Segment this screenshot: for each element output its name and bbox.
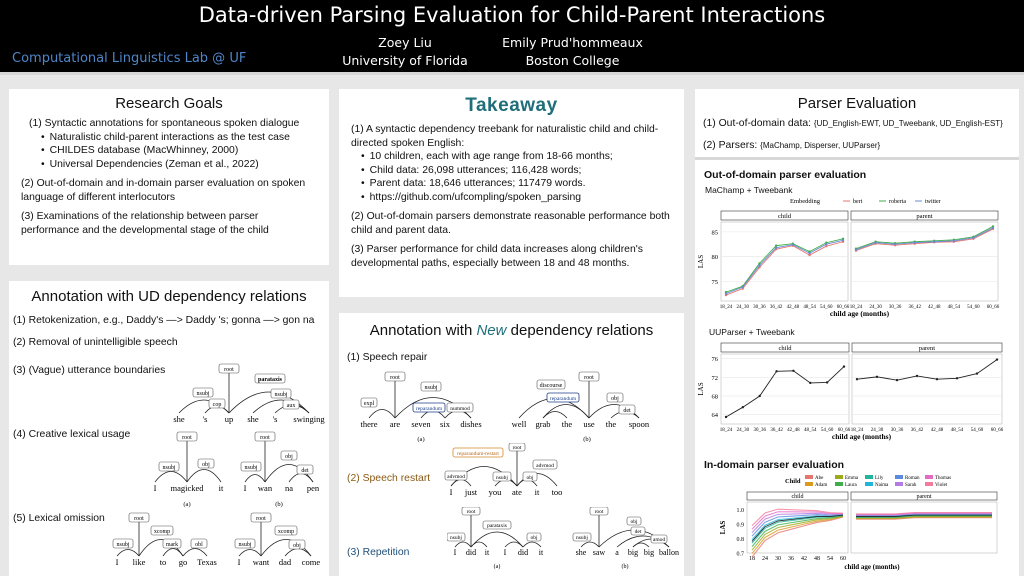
legend-label: roberta <box>889 199 906 205</box>
title-part: Annotation with <box>369 322 477 339</box>
data-point <box>855 248 857 250</box>
facet-panel <box>721 354 849 424</box>
research-goals-panel <box>9 89 329 265</box>
takeaway-3: (3) Parser performance for child data increases along children's developmental paths, especially between 18 and 48 months. <box>351 244 643 269</box>
y-tick-label: 72 <box>711 374 718 382</box>
tree-word: Texas <box>197 557 217 567</box>
tree-word: ballon <box>659 548 679 557</box>
research-goals-title: Research Goals <box>115 95 223 112</box>
x-tick-label: 24_30 <box>870 428 884 433</box>
tree-word: up <box>224 414 234 424</box>
title-part: dependency relations <box>506 322 654 339</box>
tree-word: you <box>488 487 502 497</box>
tree-word: there <box>360 419 378 429</box>
tree-arc-label: obj <box>526 475 534 481</box>
tree-word: want <box>252 557 270 567</box>
y-tick-label: 0.7 <box>736 551 744 558</box>
facet-label: parent <box>918 345 936 352</box>
tree-repair-a <box>357 371 487 446</box>
data-point <box>792 370 794 372</box>
x-axis-label: child age (months) <box>831 432 892 441</box>
tree-arc-label: obj <box>611 396 619 402</box>
tree-arc-label: root <box>224 367 234 373</box>
tree-caption: (b) <box>275 501 283 508</box>
tree-word: the <box>605 419 617 429</box>
y-tick-label: 64 <box>711 412 718 420</box>
tree-arc-label: mark <box>165 542 179 548</box>
tree-word: I <box>153 483 157 493</box>
tree-word: just <box>464 487 478 497</box>
data-point <box>996 358 998 360</box>
x-tick-label: 30_36 <box>890 428 904 433</box>
tree-arc-label: root <box>466 509 476 515</box>
x-tick-label: 30_36 <box>888 305 902 310</box>
poster-title: Data-driven Parsing Evaluation for Child-Parent Interactions <box>198 3 826 27</box>
annotation-ud-panel <box>9 281 329 576</box>
tree-arc-label: obj <box>285 454 293 460</box>
tree-word: swinging <box>293 414 325 424</box>
chart2-title: UUParser + Tweebank <box>709 327 795 337</box>
data-point <box>914 242 916 244</box>
legend-swatch <box>925 482 933 486</box>
legend-label: Thomas <box>935 476 952 481</box>
tree-word: grab <box>535 419 551 429</box>
tree-caption: (a) <box>493 564 501 570</box>
legend-label: bert <box>853 199 863 205</box>
x-tick-label: 48_54 <box>803 305 816 310</box>
tree-word: I <box>453 548 457 557</box>
legend-swatch <box>895 475 903 479</box>
x-tick-label: 18_24 <box>719 428 733 433</box>
x-tick-label: 48_54 <box>947 305 961 310</box>
y-axis-label: LAS <box>697 382 705 396</box>
legend-swatch <box>865 482 873 486</box>
tree-word: ate <box>512 487 522 497</box>
tree-word: come <box>301 557 321 567</box>
legend-label: Emma <box>845 476 859 481</box>
y-tick-label: 0.8 <box>736 536 744 543</box>
x-tick-label: 18 <box>749 556 755 562</box>
data-point <box>759 395 761 397</box>
tree-arc-label: root <box>182 435 192 441</box>
data-point <box>725 416 727 418</box>
data-point <box>956 377 958 379</box>
tree-arc-label: root <box>256 516 266 522</box>
takeaway-bullet: • Parent data: 18,646 utterances; 117479 words. <box>361 177 672 191</box>
legend-swatch <box>805 482 813 486</box>
data-point <box>758 264 760 266</box>
tree-arc-label: reparandum-restart <box>457 451 499 457</box>
tree-word: she <box>173 414 185 424</box>
goal-1-bullet: • Naturalistic child-parent interactions as the test case <box>41 131 319 145</box>
legend-title: Child <box>785 478 801 485</box>
section-divider <box>695 157 1019 160</box>
x-tick-label: 36 <box>788 556 794 562</box>
ud-item-5: (5) Lexical omission <box>13 513 105 524</box>
tree-word: it <box>538 548 544 557</box>
tree-arc-label: amod <box>652 537 666 543</box>
tree-word: wan <box>257 483 273 493</box>
poster-header <box>0 0 1024 75</box>
takeaway-1: (1) A syntactic dependency treebank for naturalistic child and child-directed spoken English: <box>351 124 659 149</box>
tree-arc-label: nsubj <box>424 385 438 391</box>
author-name-2: Emily Prud'hommeaux <box>502 35 643 50</box>
goal-3: (3) Examinations of the relationship between parser performance and the developmental stage of the child <box>21 211 269 236</box>
author-affiliation-1: University of Florida <box>342 53 468 68</box>
tree-arc-label: advmod <box>536 463 554 469</box>
ud-item-1: (1) Retokenization, e.g., Daddy's —> Daddy 's; gonna —> gon na <box>13 315 315 326</box>
tree-word: too <box>551 487 563 497</box>
tree-arc-label: aux <box>286 403 296 409</box>
tree-word: magicked <box>170 483 204 493</box>
x-tick-label: 18_24 <box>850 428 864 433</box>
chart1-title: MaChamp + Tweebank <box>705 185 793 195</box>
data-point <box>775 246 777 248</box>
tree-caption: (a) <box>183 501 191 508</box>
tree-word: big <box>643 548 655 557</box>
legend-swatch <box>895 482 903 486</box>
legend-label: Naima <box>875 483 889 488</box>
data-point <box>856 378 858 380</box>
tree-arc-label: xcomp <box>153 529 171 535</box>
tree-arc-label: nummod <box>450 406 470 412</box>
data-point <box>936 378 938 380</box>
data-point <box>826 381 828 383</box>
tree-creative-b <box>237 429 329 509</box>
tree-speech-restart <box>443 443 573 499</box>
x-tick-label: 36_42 <box>910 428 924 433</box>
x-tick-label: 54_60 <box>820 428 834 433</box>
tree-arc-label: root <box>260 435 270 441</box>
takeaway-panel <box>339 89 684 297</box>
y-axis-label: LAS <box>697 254 705 269</box>
tree-caption: (b) <box>583 436 591 443</box>
legend-label: Adam <box>815 483 828 488</box>
parser-evaluation-panel <box>695 89 1019 576</box>
tree-word: dishes <box>460 419 482 429</box>
tree-omission-a <box>109 511 219 571</box>
facet-panel <box>852 354 1002 424</box>
title-new-word: New <box>476 322 507 339</box>
tree-arc-label: nsubj <box>238 542 252 548</box>
tree-arc-label: obj <box>630 519 638 525</box>
tree-repetition-a <box>447 507 567 576</box>
x-tick-label: 54_60 <box>820 305 833 310</box>
tree-word: it <box>218 483 224 493</box>
data-point <box>953 240 955 242</box>
x-axis-label: child age (months) <box>829 309 890 318</box>
legend-title: Embedding <box>790 198 820 205</box>
ud-item-2: (2) Removal of unintelligible speech <box>13 337 178 348</box>
tree-word: 's <box>272 414 278 424</box>
tree-arc-label: nsubj <box>162 465 176 471</box>
annotation-new-panel <box>339 313 684 576</box>
data-point <box>808 252 810 254</box>
y-tick-label: 76 <box>711 356 718 364</box>
tree-word: use <box>583 419 595 429</box>
legend-label: Violet <box>935 483 948 488</box>
speech-repair-label: (1) Speech repair <box>347 352 428 363</box>
tree-word: I <box>503 548 507 557</box>
tree-arc-label: root <box>594 509 604 515</box>
x-tick-label: 18_24 <box>719 305 733 310</box>
id-heading: In-domain parser evaluation <box>704 459 845 471</box>
tree-word: 's <box>202 414 208 424</box>
tree-word: I <box>243 483 247 493</box>
tree-word: I <box>449 487 453 497</box>
ood-heading: Out-of-domain parser evaluation <box>704 169 867 181</box>
facet-label: child <box>778 345 792 352</box>
data-point <box>976 372 978 374</box>
data-point <box>809 382 811 384</box>
data-point <box>843 365 845 367</box>
x-tick-label: 30 <box>775 556 781 562</box>
tree-word: the <box>561 419 573 429</box>
tree-arc-label: nsubj <box>576 535 588 541</box>
y-tick-label: 68 <box>711 393 718 401</box>
facet-label: parent <box>916 494 932 500</box>
tree-word: I <box>237 557 241 567</box>
y-tick-label: 0.9 <box>736 522 744 529</box>
tree-caption: (a) <box>417 436 425 443</box>
data-point <box>874 242 876 244</box>
tree-arc-label: nsubj <box>274 392 288 398</box>
facet-label: child <box>778 213 791 220</box>
tree-word: did <box>517 548 529 557</box>
tree-arc-label: parataxis <box>487 523 507 529</box>
data-point <box>933 241 935 243</box>
facet-label: parent <box>916 213 933 220</box>
tree-arc-label: reparandum <box>415 406 443 412</box>
tree-word: spoon <box>628 419 650 429</box>
x-tick-label: 24 <box>762 556 768 562</box>
x-tick-label: 36_42 <box>770 428 783 433</box>
tree-word: I <box>115 557 119 567</box>
x-tick-label: 42_48 <box>928 305 941 310</box>
tree-arc-label: root <box>512 445 522 451</box>
tree-arc-label: nsubj <box>450 535 462 541</box>
tree-word: a <box>615 548 619 557</box>
tree-word: did <box>465 548 477 557</box>
data-point <box>896 379 898 381</box>
facet-panel <box>851 222 998 301</box>
tree-arc-label: obj <box>530 535 538 541</box>
y-tick-label: 1.0 <box>736 507 744 514</box>
data-point <box>916 375 918 377</box>
tree-word: saw <box>592 548 606 557</box>
tree-caption: (b) <box>621 564 629 570</box>
y-tick-label: 75 <box>711 278 718 286</box>
data-point <box>894 243 896 245</box>
legend-label: Abe <box>815 476 824 481</box>
tree-utterance-boundary <box>169 363 329 427</box>
legend-swatch <box>835 475 843 479</box>
tree-word: to <box>159 557 167 567</box>
goal-1: (1) Syntactic annotations for spontaneous spoken dialogue <box>29 118 300 129</box>
data-point <box>876 376 878 378</box>
x-tick-label: 18_24 <box>849 305 863 310</box>
data-point <box>725 292 727 294</box>
tree-arc-label: root <box>390 375 400 381</box>
tree-creative-a <box>147 429 237 509</box>
x-tick-label: 60_66 <box>986 305 1000 310</box>
tree-word: well <box>511 419 527 429</box>
x-tick-label: 60 <box>840 556 846 562</box>
takeaway-title: Takeaway <box>465 95 558 116</box>
data-point <box>825 243 827 245</box>
takeaway-bullet: • 10 children, each with age range from 18-66 months; <box>361 150 672 164</box>
author-affiliation-2: Boston College <box>525 53 620 68</box>
speech-restart-label: (2) Speech restart <box>347 473 431 484</box>
legend-swatch <box>835 482 843 486</box>
x-tick-label: 36_42 <box>908 305 921 310</box>
tree-arc-label: det <box>634 529 642 535</box>
x-tick-label: 54_60 <box>970 428 984 433</box>
data-point <box>792 244 794 246</box>
tree-arc-label: xcomp <box>277 529 295 535</box>
ud-item-4: (4) Creative lexical usage <box>13 429 131 440</box>
legend-label: twitter <box>925 199 941 205</box>
parsers-items: {MaChamp, Disperser, UUParser} <box>760 140 881 150</box>
takeaway-2: (2) Out-of-domain parsers demonstrate reasonable performance both child and parent data. <box>351 211 670 236</box>
tree-arc-label: obj <box>293 543 301 549</box>
ood-data-items: {UD_English-EWT, UD_Tweebank, UD_English-EST} <box>813 119 1003 128</box>
tree-word: na <box>284 483 294 493</box>
takeaway-bullet-link[interactable]: • https://github.com/ufcompling/spoken_parsing <box>361 191 672 205</box>
tree-word: dad <box>278 557 292 567</box>
in-domain-chart <box>695 471 1019 576</box>
tree-word: pen <box>306 483 320 493</box>
x-tick-label: 30_36 <box>753 305 766 310</box>
tree-word: go <box>178 557 188 567</box>
x-tick-label: 24_30 <box>869 305 882 310</box>
tree-arc-label: nsubj <box>196 391 210 397</box>
x-tick-label: 60_66 <box>837 428 851 433</box>
legend-label: Laura <box>845 483 857 488</box>
parsers-line <box>703 139 1011 153</box>
takeaway-bullet: • Child data: 26,098 utterances; 116,428 words; <box>361 164 672 178</box>
uuparser-tweebank-chart <box>695 339 1019 447</box>
tree-word: big <box>627 548 639 557</box>
goal-1-bullet: • Universal Dependencies (Zeman et al., 2022) <box>41 158 319 172</box>
tree-arc-label: obj <box>202 462 210 468</box>
goal-1-bullet: • CHILDES database (MacWhinney, 2000) <box>41 144 319 158</box>
tree-word: it <box>484 548 490 557</box>
tree-arc-label: parataxis <box>258 377 282 383</box>
tree-arc-label: root <box>134 516 144 522</box>
x-tick-label: 42_48 <box>787 428 800 433</box>
x-tick-label: 54 <box>827 556 833 562</box>
x-tick-label: 36_42 <box>769 305 783 310</box>
tree-arc-label: obl <box>195 542 203 548</box>
legend-label: Lily <box>875 476 884 481</box>
legend-label: Sarah <box>905 483 917 488</box>
tree-arc-label: expl <box>363 401 375 407</box>
tree-word: it <box>534 487 540 497</box>
machamp-tweebank-chart <box>695 195 1019 327</box>
x-tick-label: 24_30 <box>736 428 750 433</box>
data-point <box>992 227 994 229</box>
parser-evaluation-title: Parser Evaluation <box>797 95 917 112</box>
x-tick-label: 24_30 <box>736 305 749 310</box>
x-axis-label: child age (months) <box>844 563 900 571</box>
repetition-label: (3) Repetition <box>347 547 410 558</box>
annotation-new-title <box>339 322 684 339</box>
tree-arc-label: nsubj <box>116 542 130 548</box>
facet-label: child <box>791 494 804 500</box>
facet-panel <box>721 222 848 301</box>
x-tick-label: 48 <box>814 556 820 562</box>
tree-arc-label: advmod <box>447 474 465 480</box>
lab-name: Computational Linguistics Lab @ UF <box>12 51 247 66</box>
tree-arc-label: det <box>301 468 309 474</box>
x-tick-label: 48_54 <box>804 428 817 433</box>
x-tick-label: 42_48 <box>786 305 800 310</box>
y-tick-label: 85 <box>711 229 718 237</box>
tree-arc-label: nsubj <box>244 465 258 471</box>
ood-data-line <box>703 117 1011 131</box>
tree-arc-label: cop <box>212 402 222 408</box>
x-tick-label: 30_36 <box>753 428 766 433</box>
legend-swatch <box>865 475 873 479</box>
tree-omission-b <box>231 511 326 571</box>
tree-arc-label: discourse <box>539 383 563 389</box>
tree-word: she <box>575 548 587 557</box>
ud-item-3: (3) (Vague) utterance boundaries <box>13 365 166 376</box>
data-point <box>742 286 744 288</box>
author-name-1: Zoey Liu <box>378 35 432 50</box>
y-tick-label: 80 <box>711 254 718 262</box>
annotation-ud-title: Annotation with UD dependency relations <box>31 288 307 305</box>
x-tick-label: 48_54 <box>950 428 964 433</box>
data-point <box>842 239 844 241</box>
legend-swatch <box>925 475 933 479</box>
tree-arc-label: reparandum <box>549 396 577 402</box>
tree-arc-label: root <box>584 375 594 381</box>
x-tick-label: 42_48 <box>930 428 944 433</box>
tree-word: are <box>389 419 401 429</box>
data-point <box>742 406 744 408</box>
x-tick-label: 60_66 <box>990 428 1004 433</box>
header-divider <box>0 72 1024 75</box>
tree-repair-b <box>507 371 657 446</box>
x-tick-label: 54_60 <box>967 305 980 310</box>
x-tick-label: 42 <box>801 556 807 562</box>
tree-word: like <box>132 557 146 567</box>
tree-word: seven <box>411 419 431 429</box>
legend-label: Roman <box>905 476 920 481</box>
data-point <box>775 370 777 372</box>
x-tick-label: 60_66 <box>836 305 850 310</box>
goal-2: (2) Out-of-domain and in-domain parser evaluation on spoken language of different interlocutors <box>21 178 306 203</box>
parsers-label: (2) Parsers: <box>703 139 761 151</box>
tree-arc-label: det <box>623 408 631 414</box>
legend-swatch <box>805 475 813 479</box>
ood-data-label: (1) Out-of-domain data: <box>703 118 814 129</box>
tree-arc-label: nsubj <box>496 475 508 481</box>
tree-repetition-b <box>571 507 683 576</box>
data-point <box>972 237 974 239</box>
y-axis-label: LAS <box>719 520 727 535</box>
tree-word: six <box>440 419 450 429</box>
facet-panel <box>851 502 997 553</box>
tree-word: she <box>247 414 259 424</box>
